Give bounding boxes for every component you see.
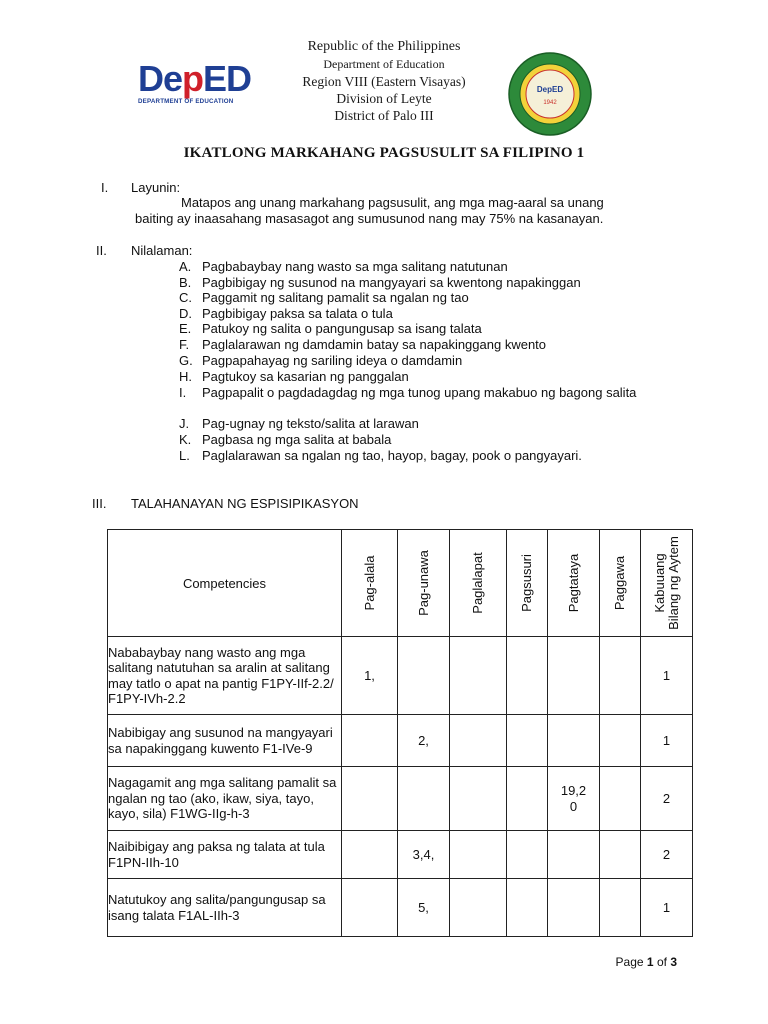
section-2-heading: Nilalaman: (131, 243, 193, 258)
pagsusuri-cell (507, 879, 548, 937)
content-item-text: Pagbasa ng mga salita at babala (202, 432, 392, 447)
letterhead-country: Republic of the Philippines (307, 39, 461, 54)
section-1-numeral: I. (101, 180, 109, 195)
section-2-numeral: II. (96, 243, 107, 258)
header-label-line-2: Bilang ng Aytem (665, 536, 681, 630)
paggawa-cell (600, 715, 641, 767)
table-row (108, 879, 693, 937)
header-pag-alala (342, 530, 398, 637)
pagsusuri-cell (507, 831, 548, 879)
pag-unawa-cell (398, 767, 450, 831)
total-cell: 2 (641, 767, 693, 831)
content-item-letter: I. (179, 385, 187, 400)
header-label: Pag-alala (361, 555, 377, 611)
content-item-text: Pagbibigay paksa sa talata o tula (202, 306, 393, 321)
paggawa-cell (600, 879, 641, 937)
document-title: IKATLONG MARKAHANG PAGSUSULIT SA FILIPINO 1 (183, 145, 585, 161)
table-row (108, 767, 693, 831)
header-label: Pag-unawa (415, 550, 431, 616)
content-item-letter: H. (179, 369, 192, 384)
content-item-text: Pagtukoy sa kasarian ng panggalan (202, 369, 409, 384)
header-pagtataya (548, 530, 600, 637)
section-1-heading: Layunin: (131, 180, 181, 195)
header-label: Paglalapat (470, 552, 485, 614)
header-pagsusuri (507, 530, 548, 637)
section-3-numeral: III. (92, 496, 107, 511)
content-item-letter: F. (179, 337, 190, 352)
pag-alala-cell (342, 831, 398, 879)
table-row (108, 715, 693, 767)
pag-unawa-cell: 3,4, (398, 831, 450, 879)
header-paggawa (600, 530, 641, 637)
content-item-text: Pag-ugnay ng teksto/salita at larawan (202, 416, 419, 431)
pagtataya-cell (548, 831, 600, 879)
letterhead (250, 38, 518, 124)
page-number (616, 955, 677, 969)
header-label-line-1: Kabuuang (651, 553, 667, 613)
pag-unawa-cell (398, 637, 450, 715)
page-of: of (656, 955, 667, 969)
content-item-text: Pagpapahayag ng sariling ideya o damdamin (202, 353, 463, 368)
total-cell: 1 (641, 715, 693, 767)
letterhead-division: Division of Leyte (336, 91, 432, 106)
competency-cell: Nabibigay ang susunod na mangyayari sa napakinggang kuwento F1-IVe-9 (108, 715, 342, 767)
deped-logo (138, 60, 262, 110)
letterhead-region: Region VIII (Eastern Visayas) (302, 74, 466, 89)
competency-cell: Nagagamit ang mga salitang pamalit sa ngalan ng tao (ako, ikaw, siya, tayo, kayo, sila) F1WG-IIg-h-3 (108, 767, 342, 831)
header-paglalapat (450, 530, 507, 637)
pagtataya-cell (548, 715, 600, 767)
deped-logo-wordmark: DepED (138, 58, 252, 99)
pag-alala-cell (342, 879, 398, 937)
paglalapat-cell (450, 767, 507, 831)
content-item-text: Pagpapalit o pagdadagdag ng mga tunog upang makabuo ng bagong salita (202, 385, 637, 400)
specification-table (107, 529, 693, 937)
content-item-text: Patukoy ng salita o pangungusap sa isang talata (202, 321, 482, 336)
content-item-letter: L. (179, 448, 190, 463)
svg-text:1942: 1942 (543, 100, 557, 106)
header-label (653, 536, 681, 630)
content-item-letter: E. (179, 321, 192, 336)
paglalapat-cell (450, 715, 507, 767)
paglalapat-cell (450, 637, 507, 715)
page-word: Page (615, 955, 644, 969)
total-cell: 2 (641, 831, 693, 879)
pagtataya-cell (548, 879, 600, 937)
paglalapat-cell (450, 831, 507, 879)
pag-alala-cell (342, 767, 398, 831)
pagtataya-cell (548, 637, 600, 715)
deped-logo-subtitle: DEPARTMENT OF EDUCATION (138, 98, 234, 105)
header-pag-unawa (398, 530, 450, 637)
content-item-text: Pagbabaybay nang wasto sa mga salitang natutunan (202, 259, 508, 274)
table-row (108, 637, 693, 715)
pag-unawa-cell: 2, (398, 715, 450, 767)
paggawa-cell (600, 767, 641, 831)
pagsusuri-cell (507, 715, 548, 767)
letterhead-department: Department of Education (323, 57, 445, 71)
pag-alala-cell: 1, (342, 637, 398, 715)
page-total: 3 (670, 955, 677, 969)
pagsusuri-cell (507, 637, 548, 715)
pag-unawa-cell: 5, (398, 879, 450, 937)
competency-cell: Natutukoy ang salita/pangungusap sa isang talata F1AL-IIh-3 (108, 879, 342, 937)
page-current: 1 (646, 955, 654, 969)
school-seal-logo (508, 52, 592, 136)
paggawa-cell (600, 637, 641, 715)
content-item-letter: B. (179, 275, 192, 290)
table-header-row (108, 530, 693, 637)
total-cell: 1 (641, 879, 693, 937)
content-item-text: Paggamit ng salitang pamalit sa ngalan ng tao (202, 290, 469, 305)
header-label: Paggawa (612, 555, 627, 611)
pagsusuri-cell (507, 767, 548, 831)
paglalapat-cell (450, 879, 507, 937)
pag-alala-cell (342, 715, 398, 767)
paggawa-cell (600, 831, 641, 879)
header-kabuuang-bilang (641, 530, 693, 637)
table-row (108, 831, 693, 879)
content-item-text: Paglalarawan ng damdamin batay sa napakinggang kwento (202, 337, 547, 352)
content-item-text: Paglalarawan sa ngalan ng tao, hayop, bagay, pook o pangyayari. (202, 448, 582, 463)
letterhead-district: District of Palo III (334, 108, 434, 123)
content-item-letter: D. (179, 306, 192, 321)
header-label: Pagtataya (565, 553, 581, 613)
competency-cell: Naibibigay ang paksa ng talata at tula F1PN-IIh-10 (108, 831, 342, 879)
header-label: Pagsusuri (519, 554, 534, 612)
section-3-heading: TALAHANAYAN NG ESPISIPIKASYON (131, 496, 359, 511)
section-1-line-1: Matapos ang unang markahang pagsusulit, ang mga mag-aaral sa unang (181, 195, 604, 210)
content-item-letter: G. (179, 353, 193, 368)
content-item-text: Pagbibigay ng susunod na mangyayari sa kwentong napakinggan (202, 275, 581, 290)
content-item-letter: C. (179, 290, 192, 305)
content-item-letter: J. (179, 416, 190, 431)
total-cell: 1 (641, 637, 693, 715)
header-competencies: Competencies (108, 530, 342, 637)
section-1-line-2: baiting ay inaasahang masasagot ang sumusunod nang may 75% na kasanayan. (135, 211, 604, 226)
content-item-letter: K. (179, 432, 192, 447)
competency-cell: Nababaybay nang wasto ang mga salitang natutuhan sa aralin at salitang may tatlo o apat na pantig F1PY-IIf-2.2/ F1PY-IVh-2.2 (108, 637, 342, 715)
svg-text:DepED: DepED (536, 85, 564, 94)
pagtataya-cell: 19,2 0 (548, 767, 600, 831)
content-item-letter: A. (179, 259, 192, 274)
